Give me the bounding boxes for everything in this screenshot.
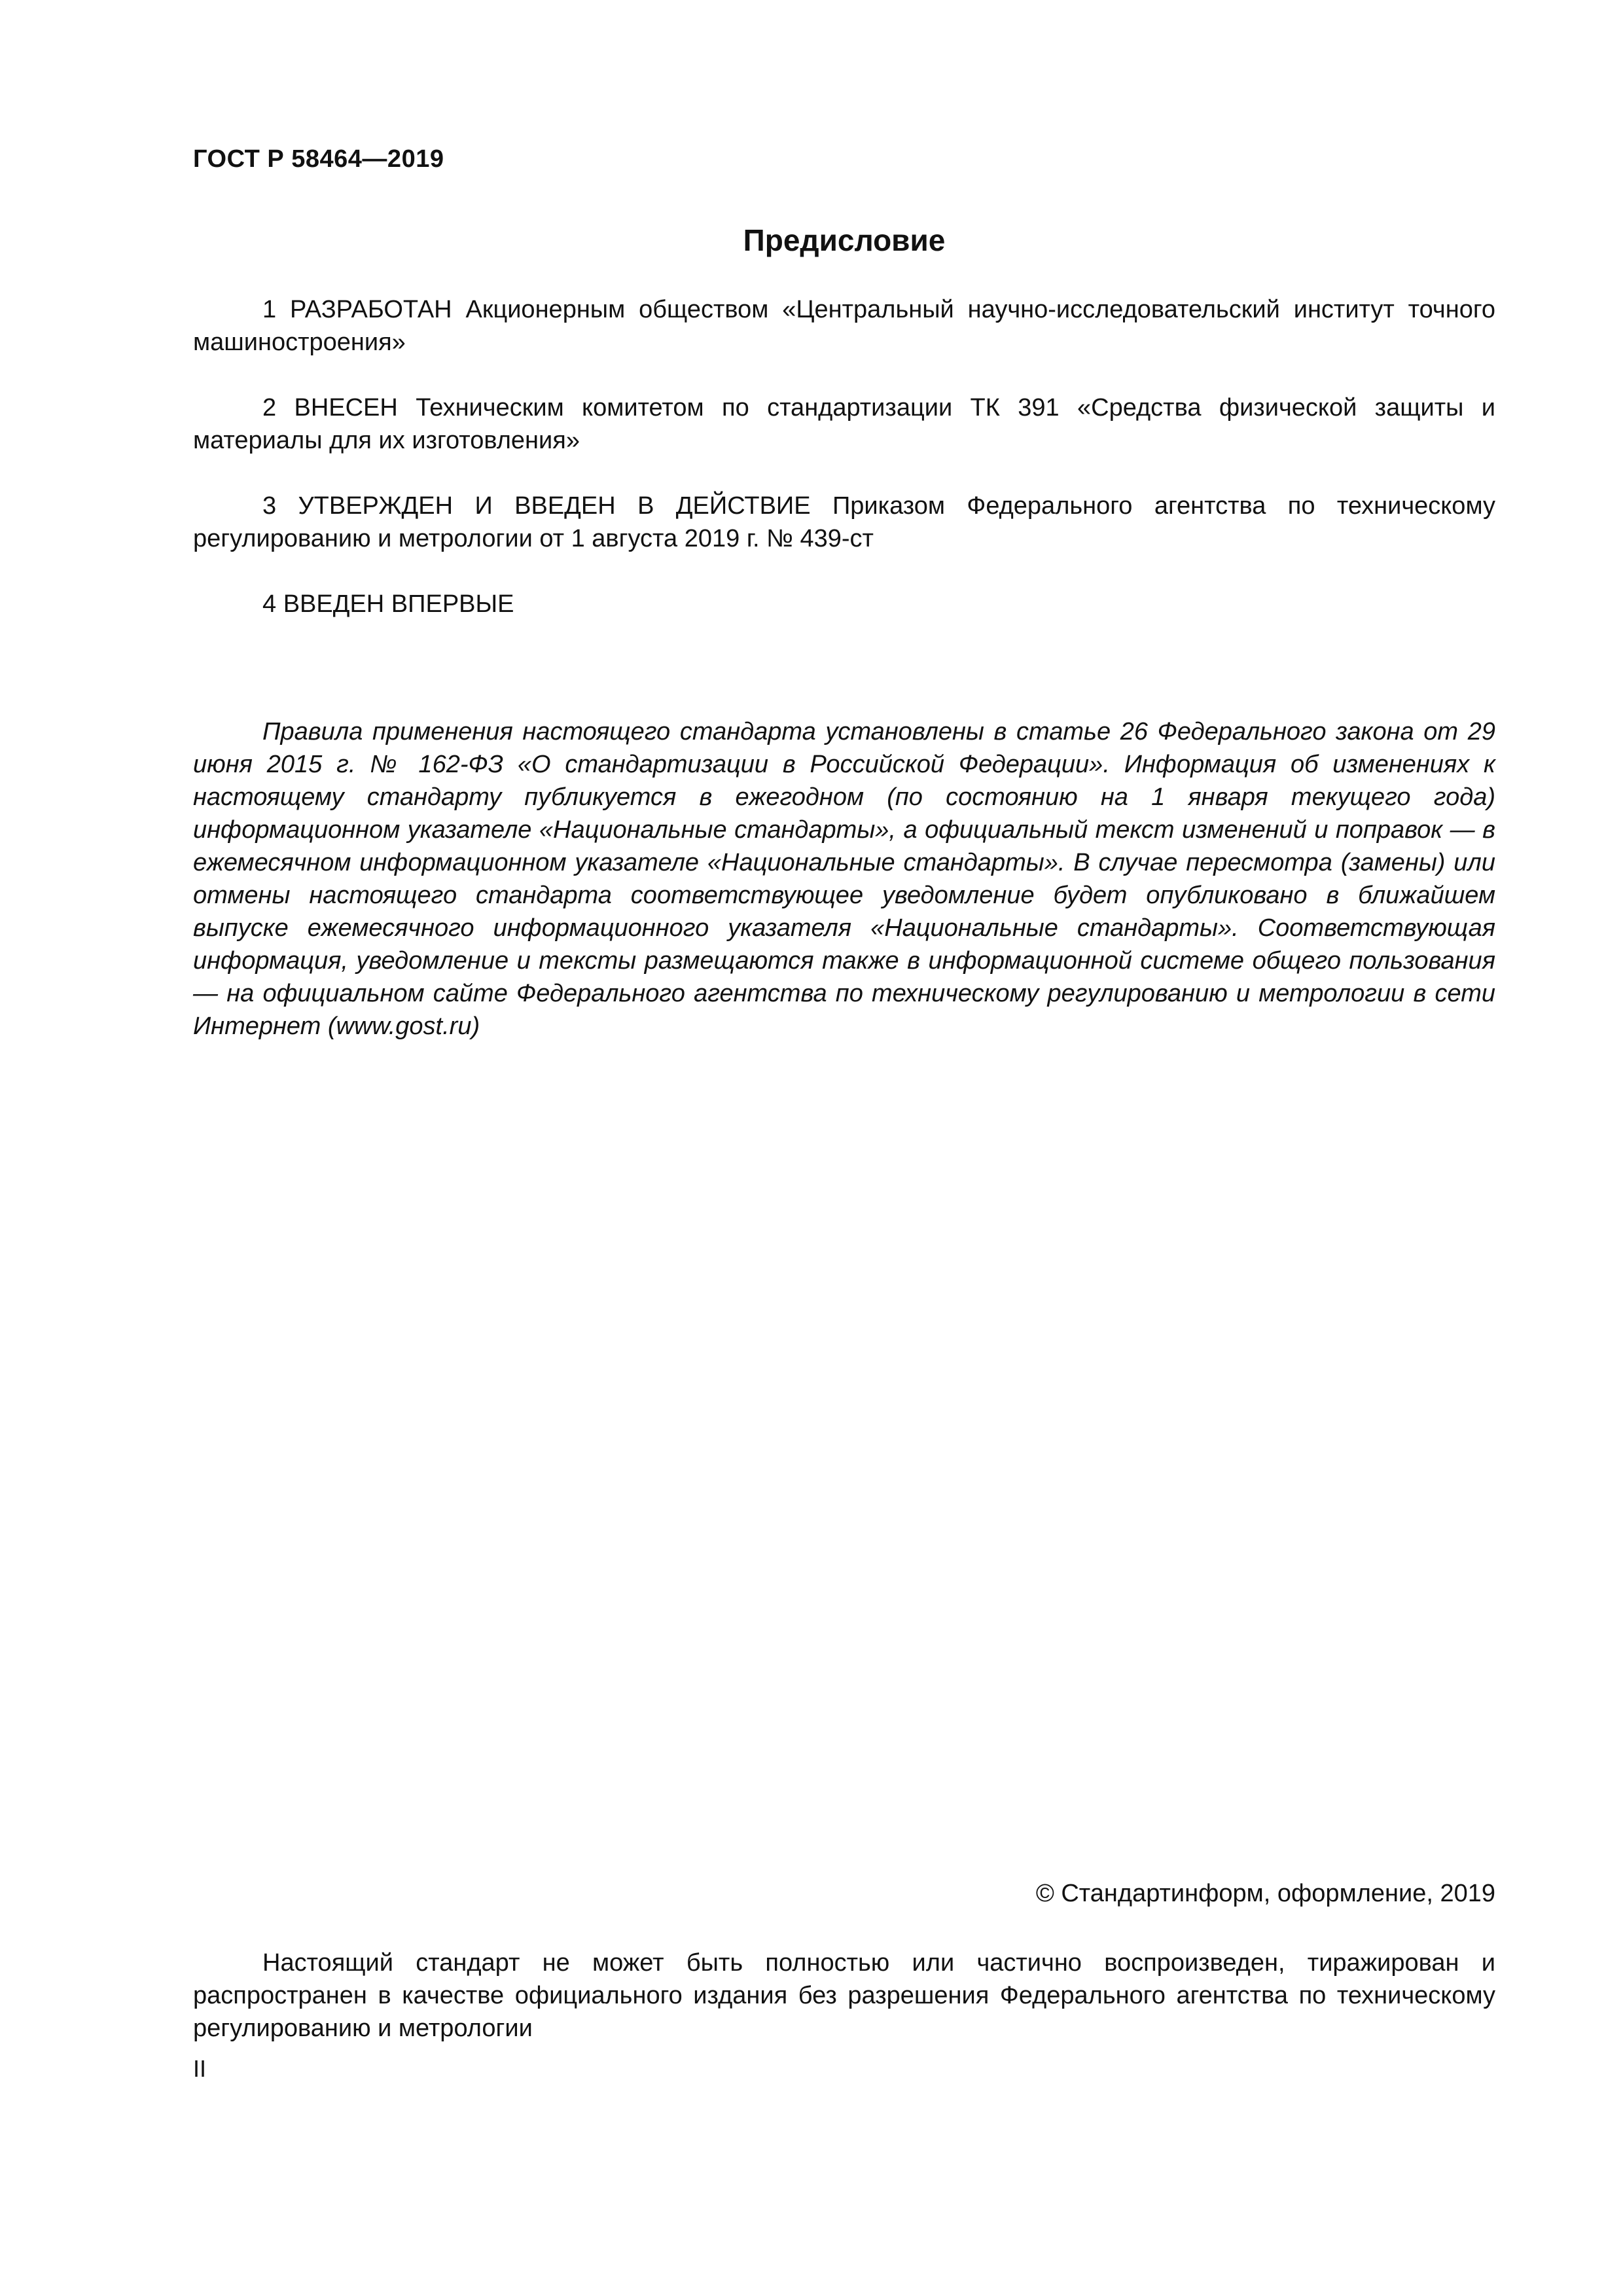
document-designation: ГОСТ Р 58464—2019 [193, 145, 444, 173]
application-rules-notice [193, 715, 1495, 1043]
foreword-item-1 [193, 293, 1495, 359]
foreword-item-text: 2 ВНЕСЕН Техническим комитетом по стандартизации ТК 391 «Средства физической защиты и материалы для их изготовления» [193, 394, 1495, 454]
foreword-item-2 [193, 391, 1495, 457]
foreword-item-4 [193, 588, 1495, 620]
foreword-item-3 [193, 490, 1495, 555]
page-number: II [193, 2055, 207, 2082]
rights-text: Настоящий стандарт не может быть полностью или частично воспроизведен, тиражирован и распространен в качестве официального издания без разрешения Федерального агентства по техническому регулированию и метрологии [193, 1949, 1495, 2042]
copyright-line: © Стандартинформ, оформление, 2019 [1035, 1880, 1495, 1907]
foreword-item-text: 4 ВВЕДЕН ВПЕРВЫЕ [262, 590, 514, 618]
section-title: Предисловие [743, 223, 946, 257]
reproduction-rights-notice [193, 1946, 1495, 2045]
foreword-item-text: 3 УТВЕРЖДЕН И ВВЕДЕН В ДЕЙСТВИЕ Приказом Федерального агентства по техническому регулированию и метрологии от 1 августа 2019 г. № 439-ст [193, 492, 1495, 552]
foreword-item-text: 1 РАЗРАБОТАН Акционерным обществом «Центральный научно-исследовательский институт точного машиностроения» [193, 296, 1495, 356]
notice-text: Правила применения настоящего стандарта установлены в статье 26 Федерального закона от 29 июня 2015 г. № 162-ФЗ «О стандартизации в Российской Федерации». Информация об изменениях к настоящему стандарту публикуется в ежегодном (по состоянию на 1 января текущего года) информационном указателе «Национальные стандарты», а официальный текст изменений и поправок — в ежемесячном информационном указателе «Национальные стандарты». В случае пересмотра (замены) или отмены настоящего стандарта соответствующее уведомление будет опубликовано в ближайшем выпуске ежемесячного информационного указателя «Национальные стандарты». Соответствующая информация, уведомление и тексты размещаются также в информационной системе общего пользования — на официальном сайте Федерального агентства по техническому регулированию и метрологии в сети Интернет (www.gost.ru) [193, 718, 1495, 1040]
